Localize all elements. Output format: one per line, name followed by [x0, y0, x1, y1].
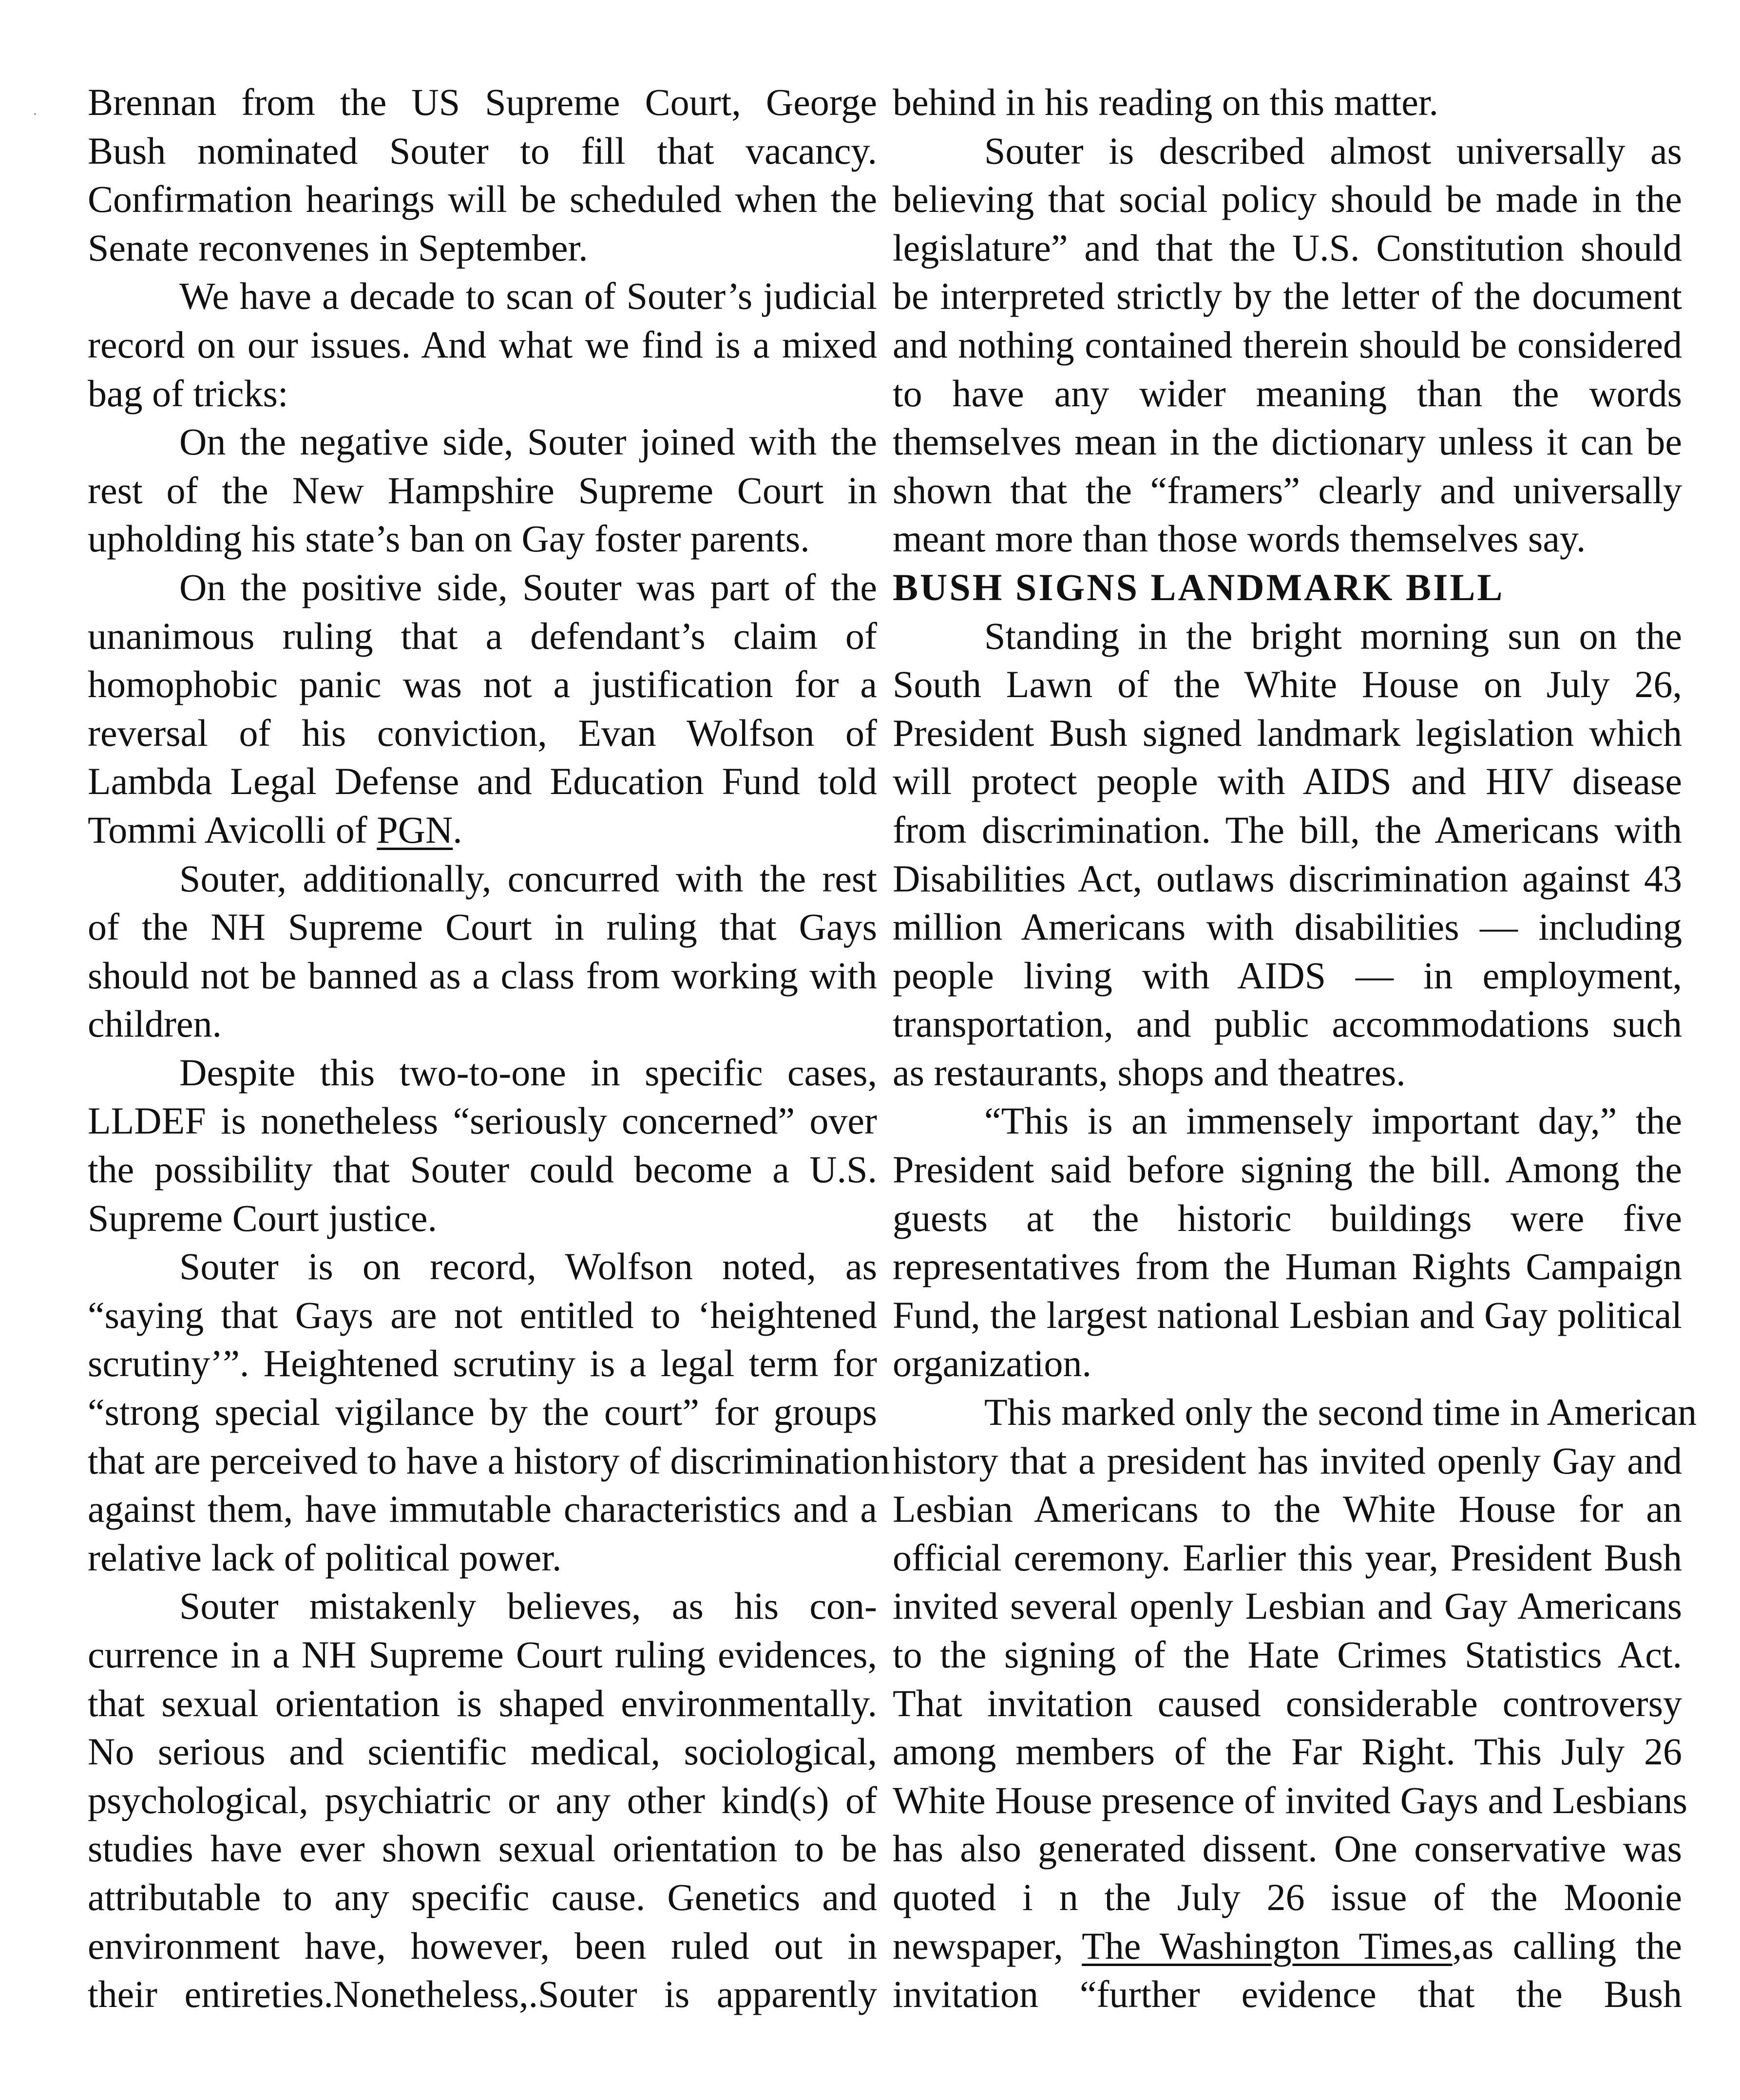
- line-text: President said before signing the bill. Among the: [893, 1148, 1682, 1191]
- left-column: [88, 78, 890, 2019]
- line-text: Souter is on record, Wolfson noted, as: [179, 1245, 877, 1288]
- text-line: [893, 1776, 1687, 1825]
- line-text: guests at the historic buildings were five: [893, 1196, 1682, 1239]
- text-line: [88, 1145, 877, 1194]
- line-text: their entireties.Nonetheless,.Souter is apparently: [88, 1973, 877, 2016]
- text-line: [88, 1727, 877, 1776]
- text-line: [88, 369, 877, 418]
- line-text: Fund, the largest national Lesbian and Gay political: [893, 1293, 1682, 1336]
- text-line: [893, 1533, 1682, 1582]
- line-text: history that a president has invited openly Gay and: [893, 1439, 1682, 1482]
- text-line: [893, 806, 1682, 854]
- text-line: [88, 1776, 877, 1825]
- line-text: scrutiny’”. Heightened scrutiny is a legal term for: [88, 1342, 877, 1385]
- text-line: [88, 1679, 877, 1728]
- text-line: [893, 175, 1682, 224]
- text-line: [893, 854, 1682, 903]
- text-line: [88, 321, 877, 369]
- text-line: [893, 1485, 1682, 1533]
- section-heading: [893, 563, 1682, 612]
- line-text: attributable to any specific cause. Genetics and: [88, 1875, 877, 1918]
- text-line: [88, 224, 877, 272]
- line-text: against them, have immutable characteristics and a: [88, 1488, 877, 1531]
- text-line: [893, 1727, 1682, 1776]
- right-column: [893, 78, 1697, 2019]
- text-line: [893, 417, 1682, 466]
- line-text: relative lack of political power.: [88, 1536, 562, 1579]
- text-line: [893, 1000, 1682, 1048]
- text-line: [893, 709, 1682, 757]
- line-text: million Americans with disabilities — including: [893, 906, 1682, 948]
- line-text: legislature” and that the U.S. Constitution should: [893, 226, 1682, 269]
- line-text: Tommi Avicolli of: [88, 808, 367, 851]
- text-line: [88, 1582, 877, 1630]
- line-text: rest of the New Hampshire Supreme Court in: [88, 469, 877, 511]
- text-line: [88, 1339, 877, 1388]
- text-line: [893, 514, 1682, 563]
- line-text-after: .: [453, 808, 462, 851]
- line-text: South Lawn of the White House on July 26,: [893, 663, 1682, 706]
- text-line: [893, 1097, 1682, 1145]
- text-line: [88, 757, 877, 806]
- line-text: unanimous ruling that a defendant’s claim of: [88, 614, 877, 657]
- line-text: “saying that Gays are not entitled to ‘heightened: [88, 1293, 877, 1336]
- line-text: record on our issues. And what we find is a mixed: [88, 323, 877, 366]
- text-line: [88, 1922, 877, 1970]
- line-text: Brennan from the US Supreme Court, George: [88, 81, 877, 123]
- text-line: [893, 1873, 1682, 1922]
- line-text: “strong special vigilance by the court” for groups: [88, 1391, 877, 1434]
- line-text: to have any wider meaning than the words: [893, 372, 1682, 415]
- text-line: [88, 1000, 877, 1048]
- text-line: [893, 1437, 1682, 1485]
- line-text: themselves mean in the dictionary unless it can be: [893, 420, 1682, 463]
- line-text: Disabilities Act, outlaws discrimination against 43: [893, 857, 1682, 900]
- text-line: [88, 514, 877, 563]
- line-text: be interpreted strictly by the letter of the document: [893, 275, 1682, 318]
- text-line: [893, 78, 1682, 127]
- line-text: quoted i n the July 26 issue of the Moonie: [893, 1875, 1682, 1918]
- text-line: [893, 1582, 1682, 1630]
- text-line: [893, 903, 1682, 951]
- line-text: President Bush signed landmark legislation which: [893, 711, 1682, 754]
- text-line: [893, 1291, 1682, 1340]
- line-text: and nothing contained therein should be considered: [893, 323, 1682, 366]
- line-text: should not be banned as a class from working with: [88, 954, 877, 997]
- text-line: [893, 1388, 1697, 1437]
- text-line: [88, 903, 877, 951]
- text-line: [88, 709, 877, 757]
- text-line: [893, 1679, 1682, 1728]
- text-line: [88, 1970, 877, 2019]
- line-text: invited several openly Lesbian and Gay Americans: [893, 1585, 1682, 1627]
- line-text: upholding his state’s ban on Gay foster parents.: [88, 517, 810, 560]
- line-text: the possibility that Souter could become a U.S.: [88, 1148, 877, 1191]
- text-line: [88, 1194, 877, 1243]
- text-line: [893, 224, 1682, 272]
- line-text: has also generated dissent. One conservative was: [893, 1827, 1682, 1870]
- underlined-publication-title: The Washington Times: [1082, 1924, 1453, 1967]
- line-text: from discrimination. The bill, the Americans with: [893, 808, 1682, 851]
- line-text: studies have ever shown sexual orientation to be: [88, 1827, 877, 1870]
- line-text: as restaurants, shops and theatres.: [893, 1051, 1406, 1094]
- text-line: [893, 1630, 1682, 1679]
- line-text: environment have, however, been ruled out in: [88, 1924, 877, 1967]
- line-text: Bush nominated Souter to fill that vacancy.: [88, 129, 877, 172]
- text-line: [88, 1242, 877, 1291]
- line-text: newspaper,: [893, 1924, 1063, 1967]
- line-text: No serious and scientific medical, sociological,: [88, 1730, 877, 1773]
- text-line: [893, 757, 1682, 806]
- line-text: Confirmation hearings will be scheduled when the: [88, 178, 877, 221]
- line-text: representatives from the Human Rights Campaign: [893, 1245, 1682, 1288]
- text-line: [88, 1824, 877, 1873]
- text-line: [88, 1873, 877, 1922]
- line-text: LLDEF is nonetheless “seriously concerned” over: [88, 1099, 877, 1142]
- line-text: BUSH SIGNS LANDMARK BILL: [893, 566, 1505, 608]
- underlined-publication-title: PGN: [377, 808, 453, 851]
- line-text: among members of the Far Right. This July 26: [893, 1730, 1682, 1773]
- text-line: [88, 1291, 877, 1340]
- text-line: [893, 369, 1682, 418]
- line-text: Lesbian Americans to the White House for an: [893, 1488, 1682, 1531]
- text-line: [893, 1145, 1682, 1194]
- text-line: [88, 175, 877, 224]
- line-text: White House presence of invited Gays and Lesbians: [893, 1778, 1687, 1821]
- text-line: [893, 1194, 1682, 1243]
- text-line: [88, 951, 877, 1000]
- line-text: Souter mistakenly believes, as his con-: [179, 1585, 877, 1627]
- line-text-after: ,as calling the: [1452, 1924, 1682, 1967]
- text-line: [88, 1388, 877, 1437]
- text-line: [893, 951, 1682, 1000]
- text-line: [88, 1437, 890, 1485]
- scan-speck: [34, 113, 36, 115]
- text-line: [893, 272, 1682, 321]
- line-text: Despite this two-to-one in specific cases,: [179, 1051, 877, 1094]
- text-line: [88, 1485, 877, 1533]
- text-line: [88, 272, 877, 321]
- text-line: [88, 1630, 877, 1679]
- text-line: [893, 1922, 1682, 1970]
- line-text: reversal of his conviction, Evan Wolfson of: [88, 711, 877, 754]
- text-line: [893, 321, 1682, 369]
- text-line: [88, 1533, 877, 1582]
- line-text: homophobic panic was not a justification for a: [88, 663, 877, 706]
- line-text: will protect people with AIDS and HIV disease: [893, 760, 1682, 803]
- line-text: to the signing of the Hate Crimes Statistics Act.: [893, 1633, 1682, 1676]
- line-text: We have a decade to scan of Souter’s judicial: [179, 275, 877, 318]
- line-text: Souter is described almost universally as: [984, 129, 1682, 172]
- line-text: Souter, additionally, concurred with the rest: [179, 857, 877, 900]
- text-line: [88, 806, 877, 854]
- line-text: that sexual orientation is shaped environmentally.: [88, 1682, 877, 1724]
- text-line: [88, 1048, 877, 1097]
- line-text: “This is an immensely important day,” the: [984, 1099, 1682, 1142]
- line-text: people living with AIDS — in employment,: [893, 954, 1682, 997]
- text-line: [893, 1824, 1682, 1873]
- line-text: invitation “further evidence that the Bush: [893, 1973, 1682, 2016]
- text-line: [88, 612, 877, 661]
- line-text: meant more than those words themselves say.: [893, 517, 1586, 560]
- text-line: [88, 660, 877, 709]
- line-text: bag of tricks:: [88, 372, 288, 415]
- line-text: Lambda Legal Defense and Education Fund told: [88, 760, 877, 803]
- text-line: [88, 417, 877, 466]
- text-line: [88, 854, 877, 903]
- text-line: [88, 466, 877, 515]
- line-text: That invitation caused considerable controversy: [893, 1682, 1682, 1724]
- text-line: [893, 612, 1682, 661]
- line-text: This marked only the second time in American: [984, 1391, 1697, 1434]
- line-text: shown that the “framers” clearly and universally: [893, 469, 1682, 511]
- text-line: [893, 660, 1682, 709]
- line-text: psychological, psychiatric or any other kind(s) of: [88, 1778, 877, 1821]
- line-text: official ceremony. Earlier this year, President Bush: [893, 1536, 1682, 1579]
- line-text: Standing in the bright morning sun on the: [984, 614, 1682, 657]
- line-text: Supreme Court justice.: [88, 1196, 438, 1239]
- text-line: [88, 1097, 877, 1145]
- text-line: [88, 127, 877, 175]
- line-text: Senate reconvenes in September.: [88, 226, 588, 269]
- line-text: children.: [88, 1003, 222, 1045]
- line-text: of the NH Supreme Court in ruling that Gays: [88, 906, 877, 948]
- line-text: currence in a NH Supreme Court ruling evidences,: [88, 1633, 877, 1676]
- line-text: behind in his reading on this matter.: [893, 81, 1438, 123]
- text-line: [893, 1242, 1682, 1291]
- text-line: [893, 127, 1682, 175]
- text-line: [893, 466, 1682, 515]
- line-text: transportation, and public accommodations such: [893, 1003, 1682, 1045]
- text-line: [893, 1970, 1682, 2019]
- line-text: On the negative side, Souter joined with the: [179, 420, 877, 463]
- text-line: [893, 1339, 1682, 1388]
- line-text: On the positive side, Souter was part of the: [179, 566, 877, 608]
- line-text: organization.: [893, 1342, 1091, 1385]
- text-line: [88, 563, 877, 612]
- text-line: [88, 78, 877, 127]
- text-line: [893, 1048, 1682, 1097]
- line-text: believing that social policy should be made in the: [893, 178, 1682, 221]
- line-text: that are perceived to have a history of discrimination: [88, 1439, 890, 1482]
